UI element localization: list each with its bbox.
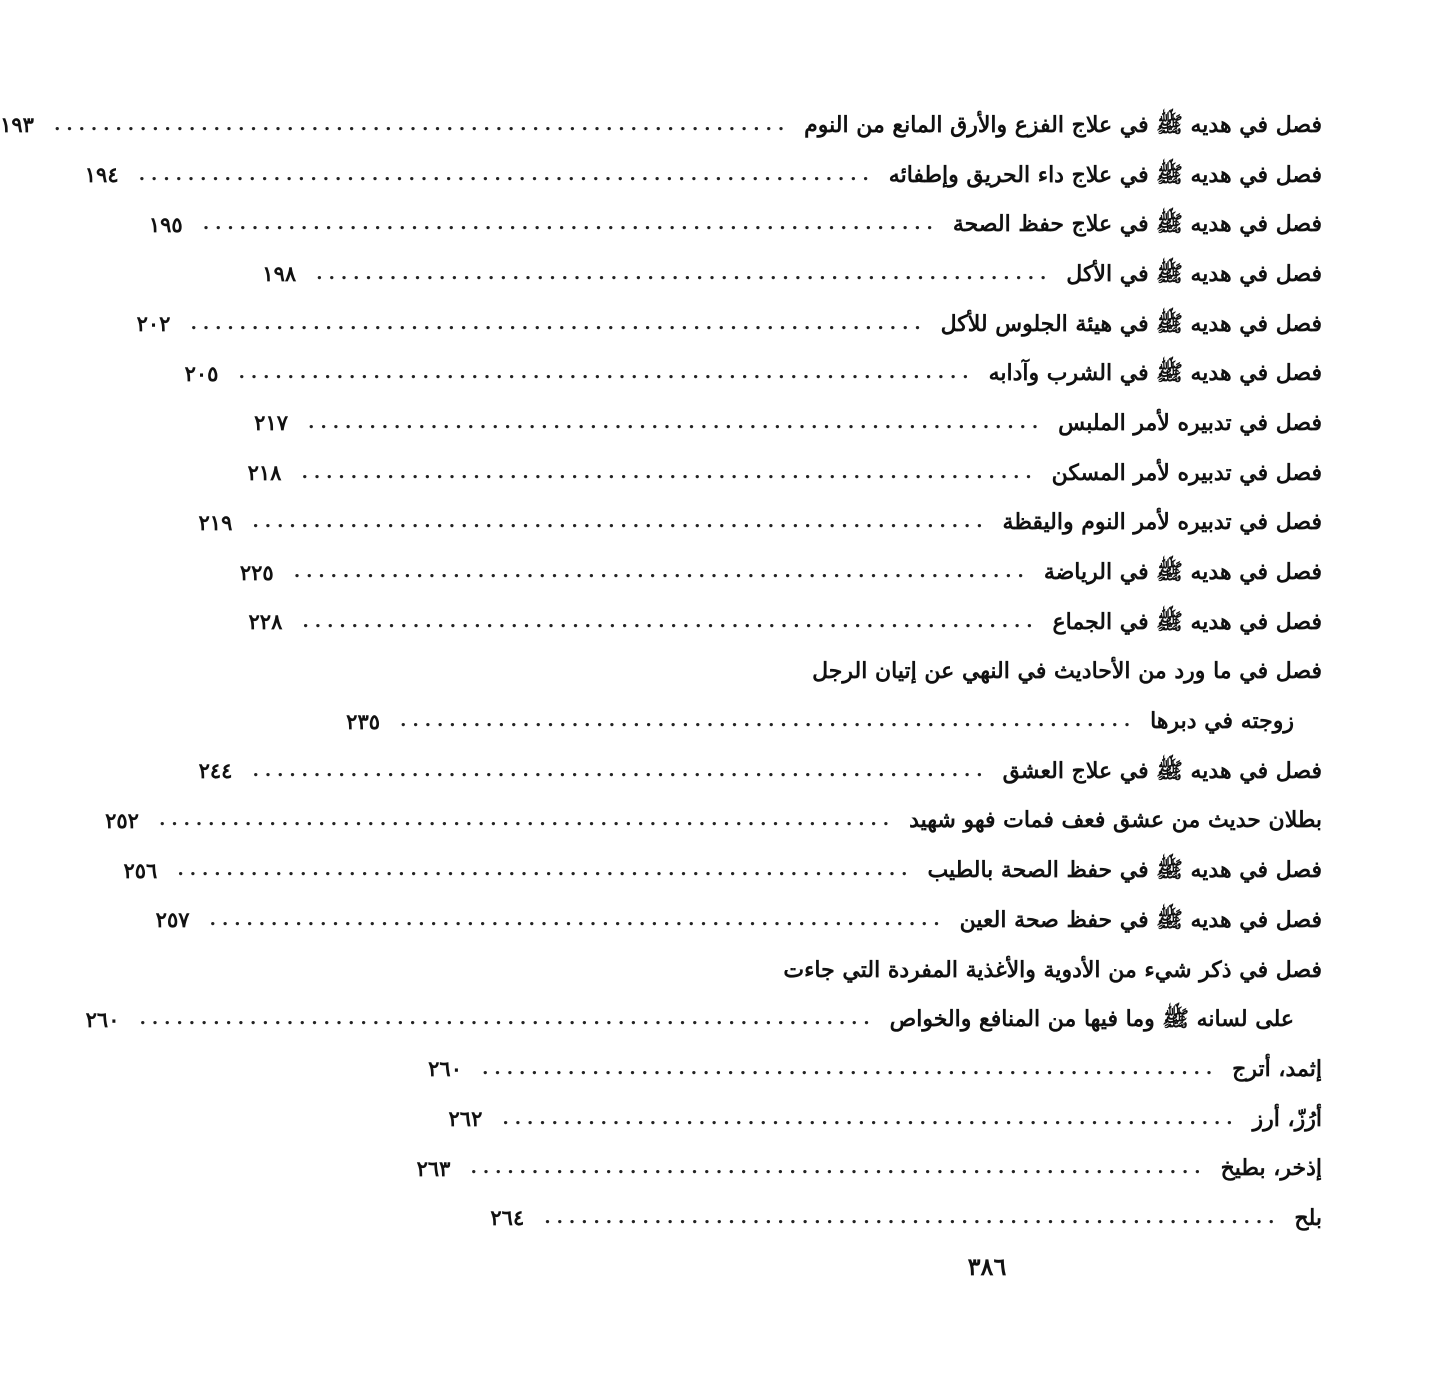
dot-leader: ............................................................ <box>238 362 975 384</box>
dot-leader: ............................................................ <box>502 1107 1239 1129</box>
toc-entry-title: فصل في هديه ﷺ في علاج العشق <box>1002 757 1322 784</box>
toc-entry-title: فصل في هديه ﷺ في الشرب وآدابه <box>988 360 1322 387</box>
dot-leader: ............................................................ <box>54 113 791 135</box>
dot-leader: ............................................................ <box>177 859 914 881</box>
toc-entry-title: فصل في تدبيره لأمر المسكن <box>1051 459 1322 486</box>
toc-row <box>248 597 1322 647</box>
toc-entry-page: ٢١٩ <box>198 509 233 535</box>
table-of-contents <box>0 100 1322 1243</box>
toc-entry-page: ٢٦٠ <box>428 1056 462 1082</box>
toc-row <box>0 100 1322 150</box>
toc-entry-title: فصل في هديه ﷺ في علاج داء الحريق وإطفائه <box>888 161 1322 188</box>
toc-entry-page: ٢٦٤ <box>490 1205 525 1231</box>
toc-entry-page: ٢٢٨ <box>248 609 283 635</box>
toc-entry-title: فصل في هديه ﷺ في الجماع <box>1052 608 1322 635</box>
toc-row <box>646 647 1322 697</box>
toc-entry-page: ٢٠٢ <box>136 311 171 337</box>
toc-entry-page: ٢٥٧ <box>155 907 190 933</box>
dot-leader: ............................................................ <box>301 461 1038 483</box>
dot-leader: ............................................................ <box>190 312 927 334</box>
toc-row <box>428 1044 1322 1094</box>
toc-entry-title: فصل في هديه ﷺ في علاج حفظ الصحة <box>952 211 1322 238</box>
toc-entry-page: ٢١٧ <box>254 410 289 436</box>
toc-entry-page: ٢٥٢ <box>105 807 139 833</box>
toc-entry-page: ١٩٨ <box>262 261 297 287</box>
toc-entry-page: ٢٥٦ <box>123 857 158 883</box>
toc-entry-title: فصل في هديه ﷺ في علاج الفزع والأرق المانع من النوم <box>804 111 1322 138</box>
toc-entry-title: فصل في تدبيره لأمر النوم واليقظة <box>1002 509 1322 536</box>
toc-entry-title: فصل في هديه ﷺ في حفظ الصحة بالطيب <box>927 857 1322 884</box>
toc-row <box>155 895 1322 945</box>
toc-entry-page: ١٩٥ <box>148 211 183 237</box>
page-number: ٣٨٦ <box>967 1252 1007 1281</box>
toc-entry-title: فصل في ذكر شيء من الأدوية والأغذية المفردة التي جاءت <box>783 956 1322 983</box>
toc-row <box>247 448 1322 498</box>
toc-entry-title: فصل في تدبيره لأمر الملبس <box>1058 409 1322 436</box>
dot-leader: ............................................................ <box>316 262 1053 284</box>
toc-row <box>184 348 1322 398</box>
toc-entry-page: ٢٢٥ <box>239 559 274 585</box>
toc-row <box>105 796 1322 846</box>
toc-row <box>262 249 1322 299</box>
toc-entry-page: ٢٦٣ <box>416 1155 451 1181</box>
toc-row <box>646 945 1322 995</box>
dot-leader: ............................................................ <box>400 710 1137 732</box>
toc-row <box>254 398 1322 448</box>
toc-entry-page: ٢٦٠ <box>85 1006 120 1032</box>
toc-entry-title: فصل في هديه ﷺ في الرياضة <box>1043 559 1322 586</box>
dot-leader: ............................................................ <box>293 561 1030 583</box>
toc-row <box>84 150 1322 200</box>
dot-leader: ............................................................ <box>209 908 946 930</box>
toc-entry-title: إثمد، أترج <box>1232 1055 1322 1082</box>
toc-entry-page: ٢٦٢ <box>448 1106 483 1132</box>
dot-leader: ............................................................ <box>544 1206 1281 1228</box>
toc-row <box>490 1193 1322 1243</box>
toc-row <box>85 994 1322 1044</box>
toc-row <box>123 845 1322 895</box>
toc-entry-title: فصل في هديه ﷺ في الأكل <box>1066 260 1322 287</box>
dot-leader: ............................................................ <box>252 511 989 533</box>
dot-leader: ............................................................ <box>482 1057 1219 1079</box>
toc-row <box>136 299 1322 349</box>
toc-row <box>198 498 1322 548</box>
toc-entry-title: أرُزّ، أرز <box>1252 1105 1322 1132</box>
toc-entry-title: بلح <box>1294 1204 1322 1231</box>
toc-entry-title: إذخر، بطيخ <box>1220 1155 1322 1182</box>
toc-row <box>198 746 1322 796</box>
toc-entry-title: بطلان حديث من عشق فعف فمات فهو شهيد <box>909 807 1322 834</box>
dot-leader: ............................................................ <box>138 163 875 185</box>
toc-row <box>346 696 1322 746</box>
toc-entry-title: زوجته في دبرها <box>1150 708 1294 735</box>
dot-leader: ............................................................ <box>302 610 1039 632</box>
toc-entry-page: ١٩٤ <box>84 162 119 188</box>
toc-row <box>239 547 1322 597</box>
toc-entry-page: ٢٠٥ <box>184 360 219 386</box>
dot-leader: ............................................................ <box>252 759 989 781</box>
dot-leader: ............................................................ <box>139 1008 876 1030</box>
toc-entry-page: ٢١٨ <box>247 460 282 486</box>
dot-leader: ............................................................ <box>308 411 1045 433</box>
toc-entry-title: على لسانه ﷺ وما فيها من المنافع والخواص <box>889 1006 1294 1033</box>
dot-leader: ............................................................ <box>470 1157 1207 1179</box>
toc-entry-page: ٢٤٤ <box>198 758 233 784</box>
dot-leader: ............................................................ <box>202 213 939 235</box>
dot-leader: ............................................................ <box>159 809 896 831</box>
toc-row <box>416 1143 1322 1193</box>
toc-entry-title: فصل في هديه ﷺ في هيئة الجلوس للأكل <box>940 310 1322 337</box>
toc-entry-title: فصل في ما ورد من الأحاديث في النهي عن إتيان الرجل <box>812 658 1322 685</box>
toc-row <box>148 199 1322 249</box>
toc-row <box>448 1094 1322 1144</box>
toc-entry-page: ٢٣٥ <box>346 708 381 734</box>
toc-entry-page: ١٩٣ <box>0 112 34 138</box>
toc-entry-title: فصل في هديه ﷺ في حفظ صحة العين <box>959 906 1322 933</box>
